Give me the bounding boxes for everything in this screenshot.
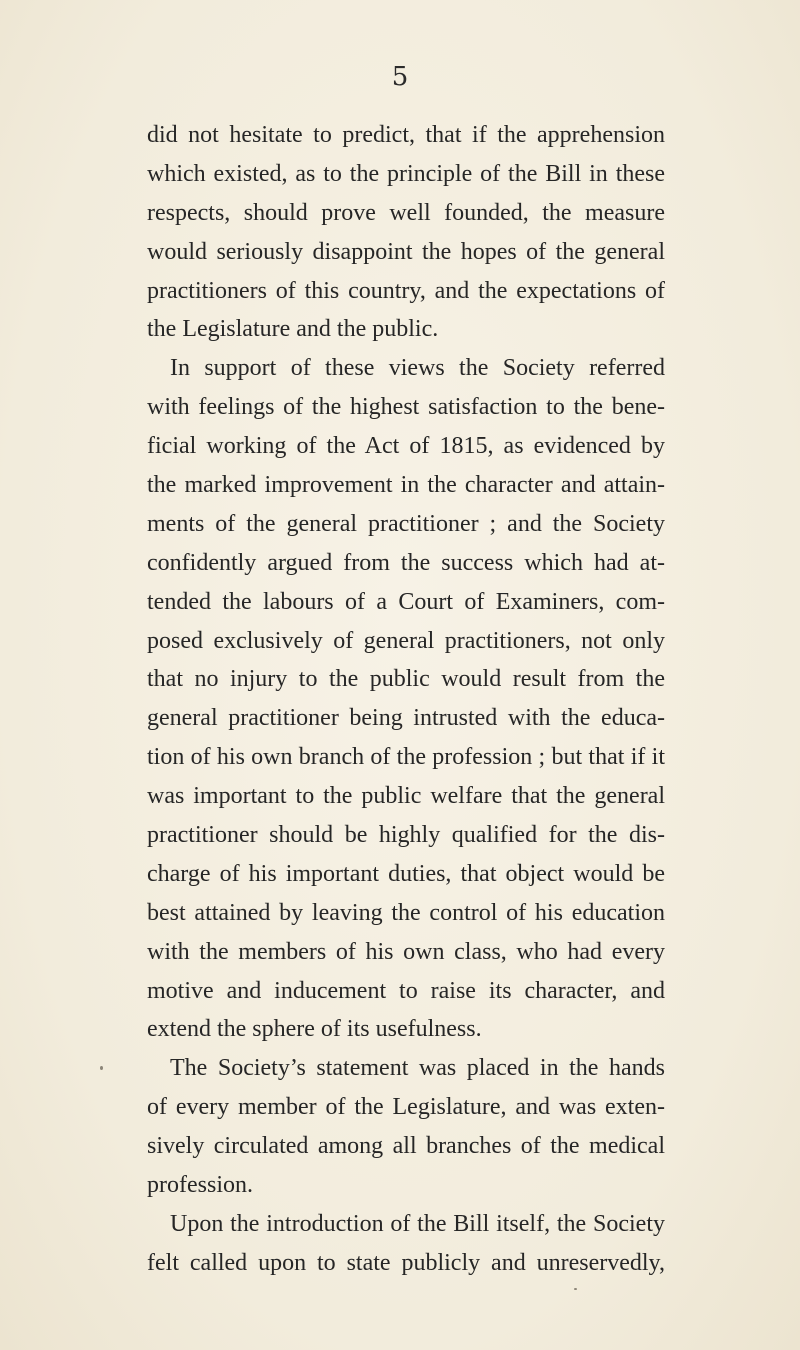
paper-speck bbox=[574, 1288, 577, 1290]
text-line: motive and inducement to raise its character, and bbox=[147, 977, 665, 1004]
body-text bbox=[147, 116, 665, 1283]
text-line: would seriously disappoint the hopes of the general bbox=[147, 238, 665, 265]
text-line: ments of the general practitioner ; and the Society bbox=[147, 510, 665, 537]
text-line: tended the labours of a Court of Examiners, com- bbox=[147, 588, 665, 615]
text-line: which existed, as to the principle of the Bill in these bbox=[147, 160, 665, 187]
page-number: 5 bbox=[391, 62, 409, 92]
text-line: of every member of the Legislature, and was exten- bbox=[147, 1094, 665, 1121]
text-line: tion of his own branch of the profession ; but that if it bbox=[147, 744, 665, 771]
text-line: profession. bbox=[147, 1172, 253, 1199]
text-line: charge of his important duties, that object would be bbox=[147, 860, 665, 887]
text-line: confidently argued from the success which had at- bbox=[147, 549, 665, 576]
text-line: posed exclusively of general practitioners, not only bbox=[147, 627, 665, 654]
text-line: the marked improvement in the character and attain- bbox=[147, 472, 665, 499]
text-line: with the members of his own class, who had every bbox=[147, 938, 665, 965]
text-line: The Society’s statement was placed in the hands bbox=[170, 1055, 665, 1082]
text-line: practitioner should be highly qualified for the dis- bbox=[147, 822, 665, 849]
text-line: respects, should prove well founded, the measure bbox=[147, 199, 665, 226]
text-line: ficial working of the Act of 1815, as evidenced by bbox=[147, 433, 665, 460]
text-line: the Legislature and the public. bbox=[147, 316, 439, 343]
text-line: felt called upon to state publicly and unreservedly, bbox=[147, 1249, 665, 1276]
text-line: In support of these views the Society referred bbox=[170, 355, 665, 382]
text-line: with feelings of the highest satisfaction to the bene- bbox=[147, 394, 665, 421]
paper-speck bbox=[100, 1066, 103, 1070]
text-line: Upon the introduction of the Bill itself, the Society bbox=[170, 1210, 665, 1237]
text-line: general practitioner being intrusted with the educa- bbox=[147, 705, 665, 732]
text-line: extend the sphere of its usefulness. bbox=[147, 1016, 482, 1043]
text-line: best attained by leaving the control of his education bbox=[147, 899, 665, 926]
text-line: did not hesitate to predict, that if the apprehension bbox=[147, 122, 665, 148]
text-line: practitioners of this country, and the expectations of bbox=[147, 277, 665, 304]
text-line: that no injury to the public would result from the bbox=[147, 666, 665, 693]
text-line: was important to the public welfare that the general bbox=[147, 783, 665, 810]
text-line: sively circulated among all branches of the medical bbox=[147, 1133, 665, 1160]
